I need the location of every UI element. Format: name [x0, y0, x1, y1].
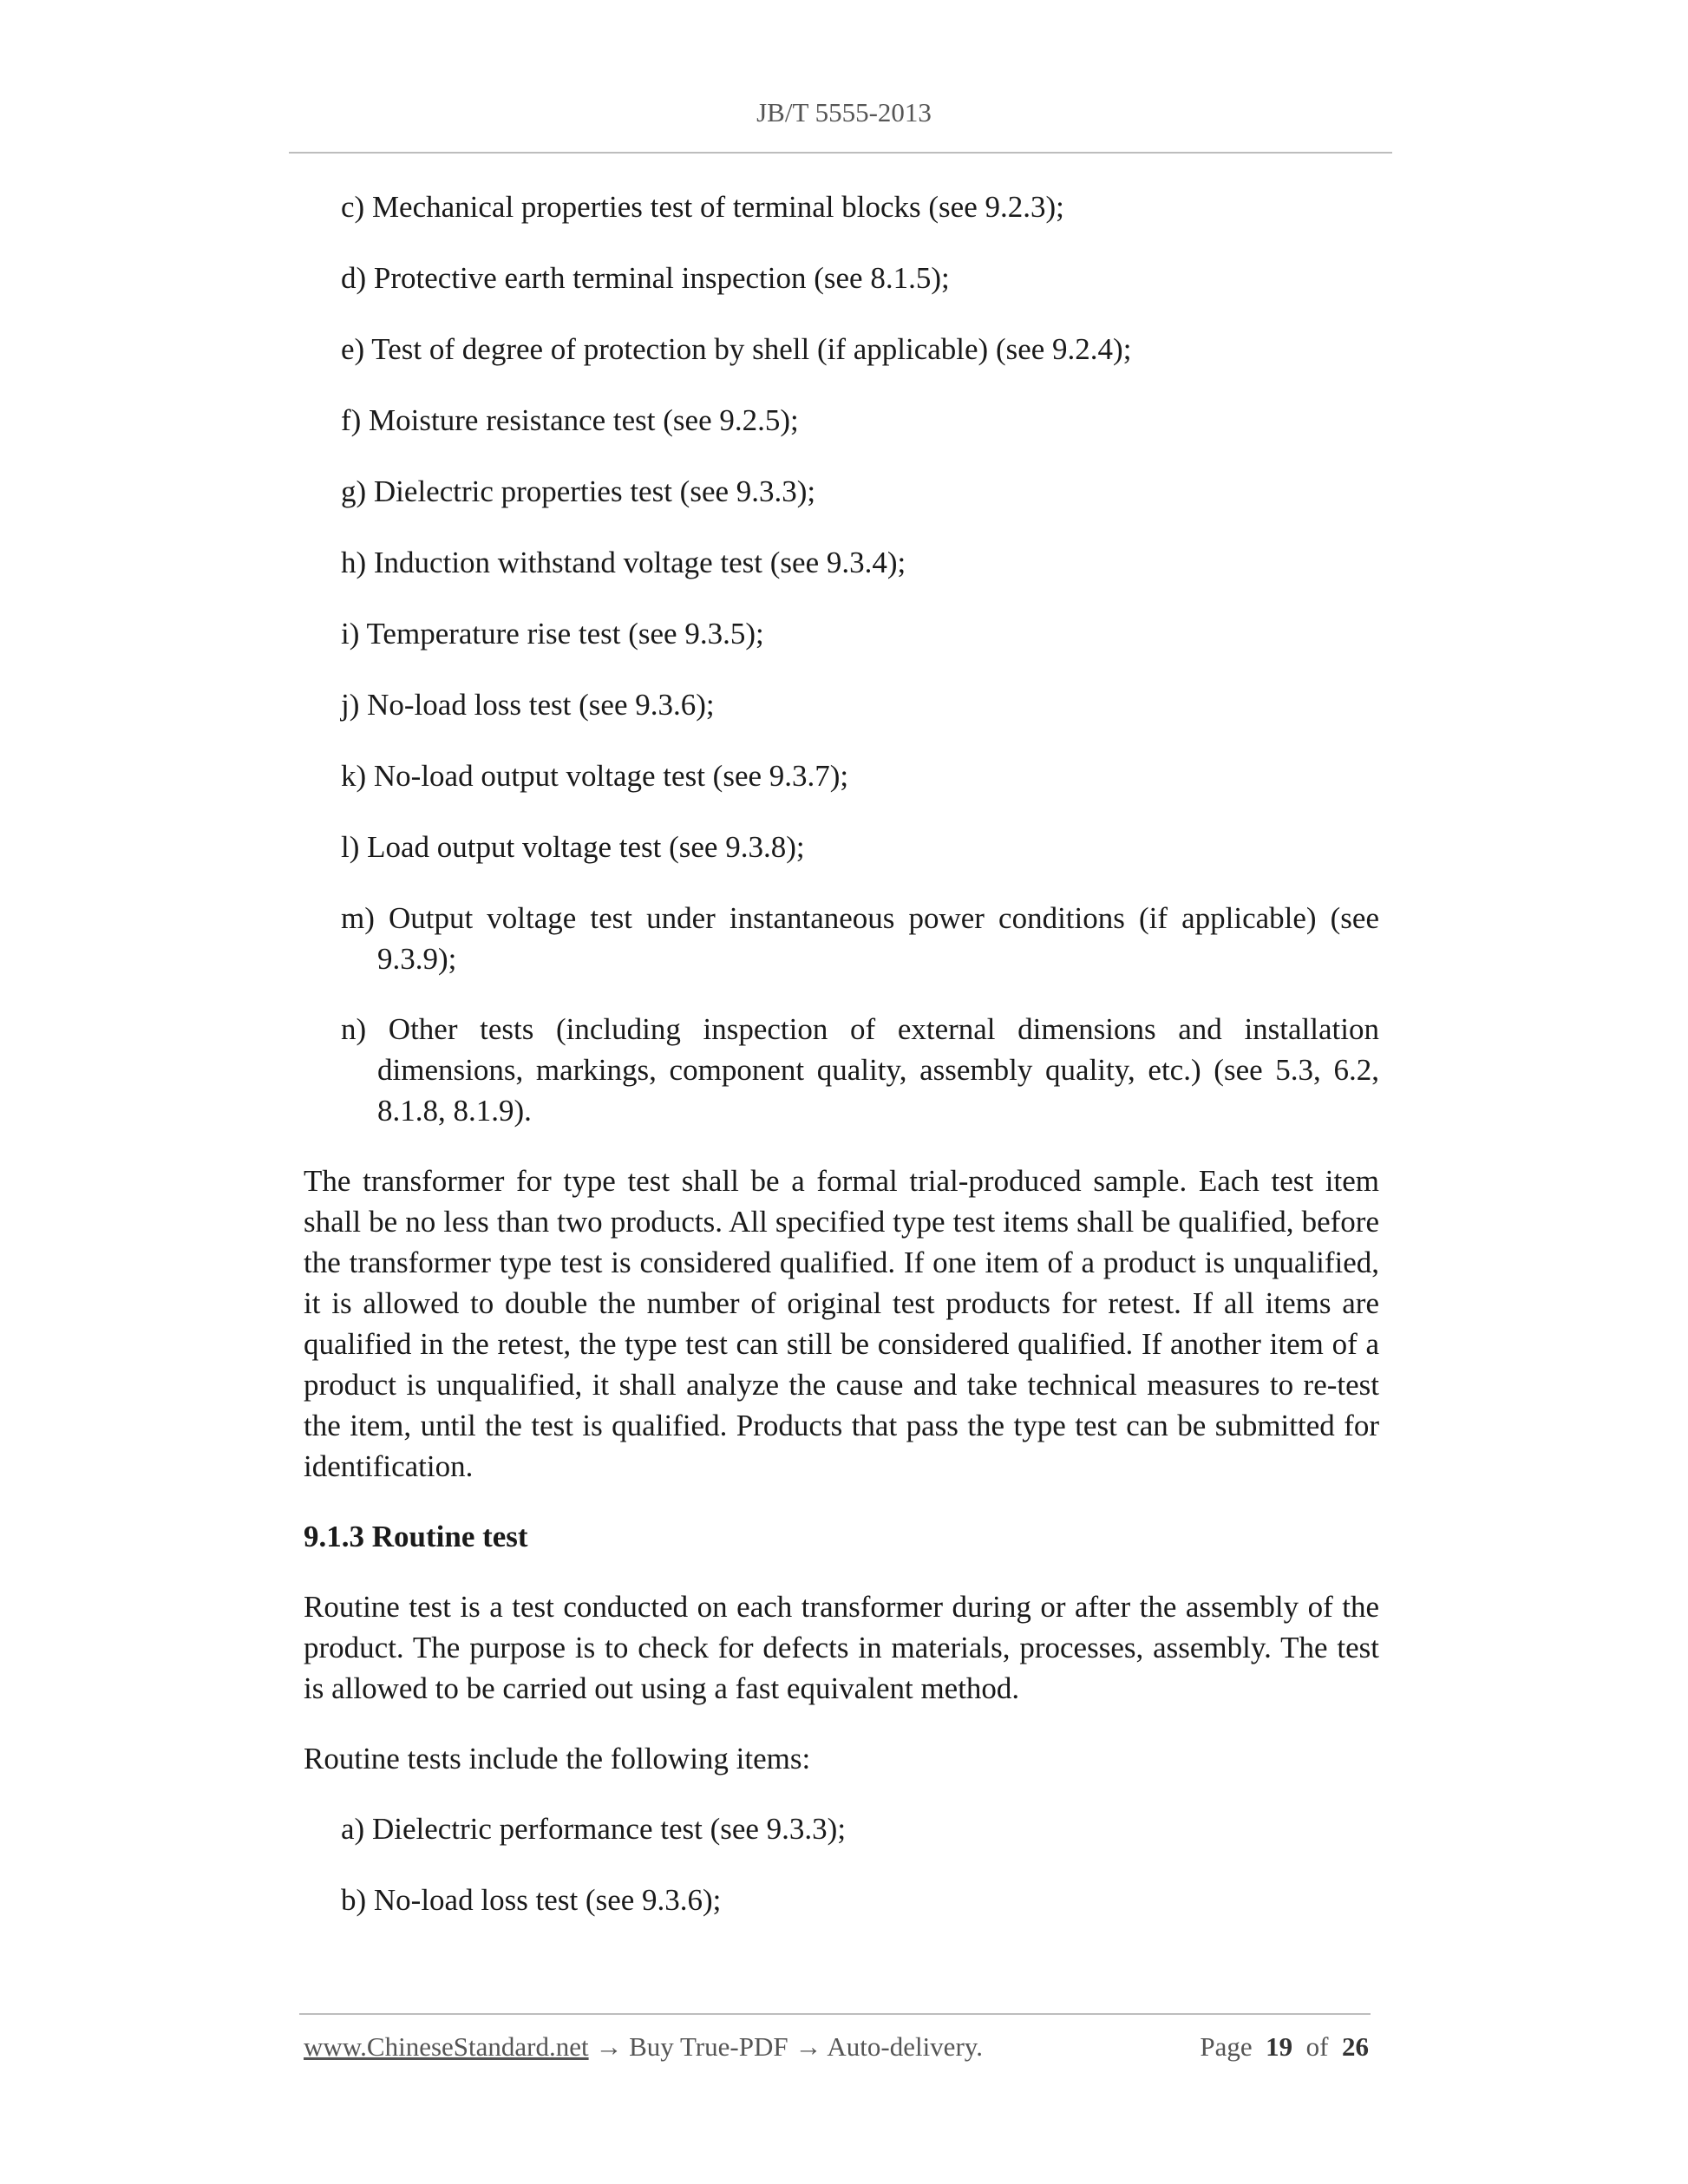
of-label: of: [1305, 2031, 1329, 2062]
list-item: d) Protective earth terminal inspection (see 8.1.5);: [341, 261, 950, 295]
list-item: b) No-load loss test (see 9.3.6);: [341, 1883, 722, 1917]
list-item: a) Dielectric performance test (see 9.3.3);: [341, 1812, 847, 1846]
website-link[interactable]: www.ChineseStandard.net: [304, 2031, 589, 2062]
total-pages-number: 26: [1342, 2031, 1369, 2062]
list-item: j) No-load loss test (see 9.3.6);: [341, 688, 715, 722]
routine-test-paragraph: Routine test is a test conducted on each transformer during or after the assembly of the product. The purpose is to check for defects in materials, processes, assembly. The test is allowed to be carried out using a fast equivalent method.: [304, 1590, 1379, 1705]
current-page-number: 19: [1266, 2031, 1293, 2062]
list-item: n) Other tests (including inspection of external dimensions and installation dimensions, markings, component quality, assembly quality, etc.) (see 5.3, 6.2, 8.1.8, 8.1.9).: [341, 1012, 1379, 1128]
list-item: g) Dielectric properties test (see 9.3.3);: [341, 474, 816, 508]
page-indicator: [1200, 2031, 1369, 2063]
list-item: f) Moisture resistance test (see 9.2.5);: [341, 403, 799, 437]
footer-source: [304, 2031, 983, 2063]
header-divider: [289, 152, 1392, 154]
section-heading-routine-test: 9.1.3 Routine test: [304, 1520, 528, 1553]
list-item: m) Output voltage test under instantaneous power conditions (if applicable) (see 9.3.9);: [341, 901, 1379, 976]
footer-divider: [299, 2013, 1371, 2015]
page-body: [304, 186, 1379, 1951]
page-label: Page: [1200, 2031, 1253, 2062]
routine-items-intro: Routine tests include the following items:: [304, 1742, 811, 1775]
document-header-title: JB/T 5555-2013: [756, 97, 932, 128]
list-item: l) Load output voltage test (see 9.3.8);: [341, 830, 805, 864]
list-item: h) Induction withstand voltage test (see 9.3.4);: [341, 546, 906, 579]
list-item: e) Test of degree of protection by shell (if applicable) (see 9.2.4);: [341, 332, 1132, 366]
list-item: i) Temperature rise test (see 9.3.5);: [341, 617, 764, 651]
footer-trail-text: → Buy True-PDF → Auto-delivery.: [588, 2031, 983, 2062]
list-item: k) No-load output voltage test (see 9.3.7);: [341, 759, 849, 793]
type-test-paragraph: The transformer for type test shall be a formal trial-produced sample. Each test item shall be no less than two products. All specified type test items shall be qualified, before the transformer type test is considered qualified. If one item of a product is unqualified, it is allowed to double the number of original test products for retest. If all items are qualified in the retest, the type test can still be considered qualified. If another item of a product is unqualified, it shall analyze the cause and take technical measures to re-test the item, until the test is qualified. Products that pass the type test can be submitted for identification.: [304, 1164, 1379, 1483]
list-item: c) Mechanical properties test of terminal blocks (see 9.2.3);: [341, 190, 1064, 224]
